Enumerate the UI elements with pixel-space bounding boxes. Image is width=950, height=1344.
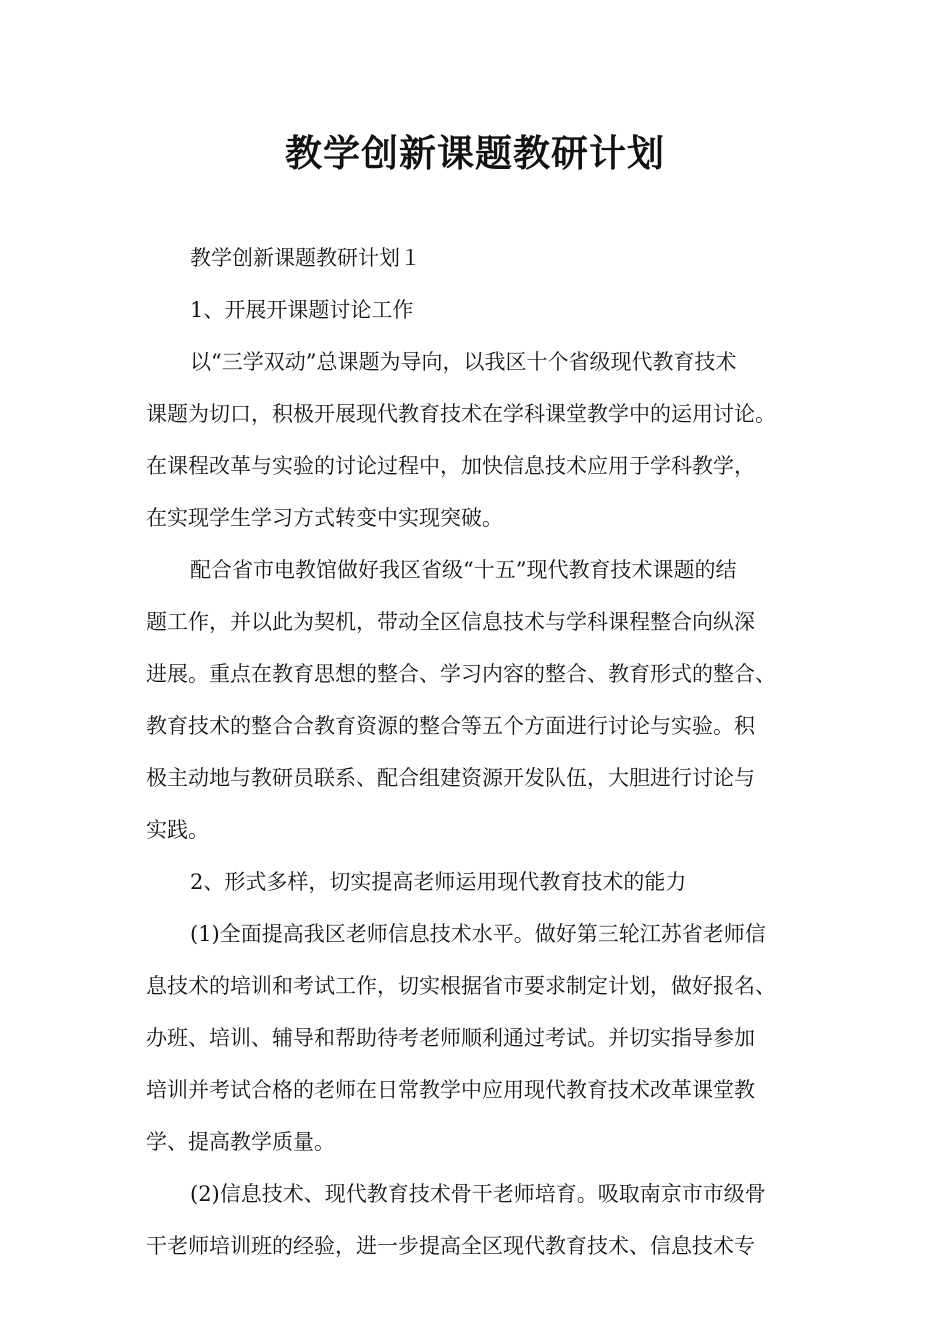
- text-line: 培训并考试合格的老师在日常教学中应用现代教育技术改革课堂教: [146, 1078, 755, 1102]
- text-line: (2)信息技术、现代教育技术骨干老师培育。吸取南京市市级骨: [190, 1182, 766, 1206]
- text-line: 干老师培训班的经验，进一步提高全区现代教育技术、信息技术专: [146, 1234, 755, 1258]
- paragraph-section-1-heading: [146, 284, 836, 336]
- paragraph-body: [146, 908, 836, 1168]
- text-line: 实践。: [146, 818, 209, 842]
- paragraph-body: [146, 336, 836, 544]
- text-line: 极主动地与教研员联系、配合组建资源开发队伍，大胆进行讨论与: [146, 766, 755, 790]
- text-line: 课题为切口，积极开展现代教育技术在学科课堂教学中的运用讨论。: [146, 402, 776, 426]
- text-line: 教学创新课题教研计划１: [190, 246, 421, 270]
- text-line: 配合省市电教馆做好我区省级“十五”现代教育技术课题的结: [190, 558, 737, 582]
- text-line: 以“三学双动”总课题为导向，以我区十个省级现代教育技术: [190, 350, 737, 374]
- text-line: 在实现学生学习方式转变中实现突破。: [146, 506, 503, 530]
- text-line: 教育技术的整合合教育资源的整合等五个方面进行讨论与实验。积: [146, 714, 755, 738]
- paragraph-subtitle: [146, 232, 836, 284]
- document-body: [146, 232, 836, 1272]
- text-line: 2、形式多样，切实提高老师运用现代教育技术的能力: [190, 870, 687, 894]
- text-line: 办班、培训、辅导和帮助待考老师顺利通过考试。并切实指导参加: [146, 1026, 755, 1050]
- text-line: 在课程改革与实验的讨论过程中，加快信息技术应用于学科教学，: [146, 454, 755, 478]
- text-line: 1、开展开课题讨论工作: [190, 298, 414, 322]
- text-line: (1)全面提高我区老师信息技术水平。做好第三轮江苏省老师信: [190, 922, 766, 946]
- text-line: 进展。重点在教育思想的整合、学习内容的整合、教育形式的整合、: [146, 662, 776, 686]
- document-title: 教学创新课题教研计划: [285, 131, 665, 175]
- paragraph-section-2-heading: [146, 856, 836, 908]
- text-line: 息技术的培训和考试工作，切实根据省市要求制定计划，做好报名、: [146, 974, 776, 998]
- text-line: 题工作，并以此为契机，带动全区信息技术与学科课程整合向纵深: [146, 610, 755, 634]
- text-line: 学、提高教学质量。: [146, 1130, 335, 1154]
- paragraph-body: [146, 1168, 836, 1272]
- paragraph-body: [146, 544, 836, 856]
